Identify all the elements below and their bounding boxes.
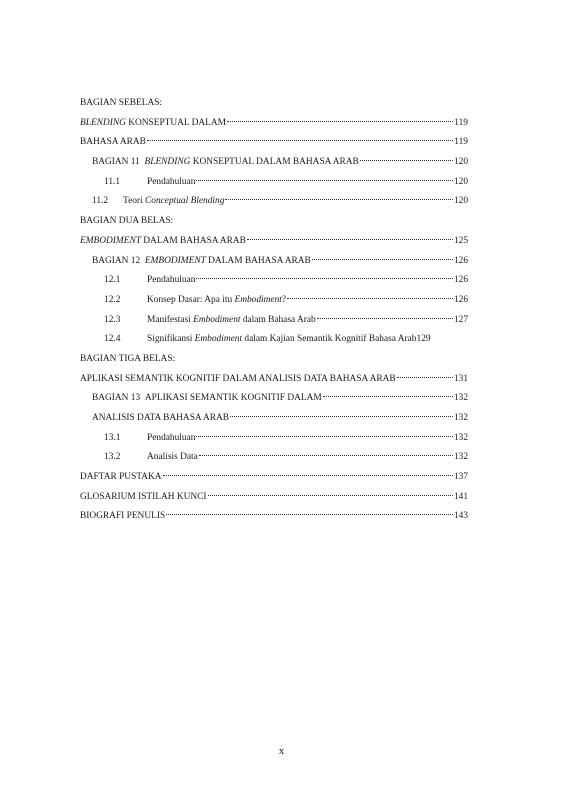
toc-entry[interactable] [80, 114, 468, 134]
toc-chapter-entry[interactable] [80, 409, 468, 429]
toc-entry-title: BAHASA ARAB [80, 137, 146, 148]
toc-entry-title: APLIKASI SEMANTIK KOGNITIF DALAM ANALISIS DATA BAHASA ARAB [80, 373, 396, 384]
toc-part-label: BAGIAN TIGA BELAS: [80, 353, 176, 364]
toc-page-number: 126 [453, 275, 468, 286]
dot-leader [227, 121, 453, 122]
toc-chapter-entry[interactable] [80, 252, 468, 272]
dot-leader [163, 475, 453, 476]
toc-section-number: 12.1 [104, 275, 121, 286]
toc-entry-title: BAGIAN 11 BLENDING KONSEPTUAL DALAM BAHASA ARAB [92, 157, 359, 168]
dot-leader [208, 495, 453, 496]
toc-part-heading [80, 212, 468, 232]
toc-section-number: 12.2 [104, 294, 121, 305]
toc-entry[interactable] [80, 507, 468, 527]
toc-entry-title: DAFTAR PUSTAKA [80, 472, 162, 483]
dot-leader [196, 180, 453, 181]
toc-section-entry[interactable] [80, 291, 468, 311]
toc-page-number: 120 [453, 157, 468, 168]
dot-leader [196, 278, 453, 279]
toc-entry-title: ANALISIS DATA BAHASA ARAB [92, 413, 230, 423]
toc-entry-title: Teori Conceptual Blending [123, 196, 225, 207]
toc-section-number: 12.3 [104, 314, 121, 325]
dot-leader [312, 259, 453, 260]
dot-leader [397, 377, 453, 378]
toc-entry[interactable] [80, 488, 468, 508]
toc-page-number: 143 [453, 511, 468, 522]
dot-leader [199, 455, 453, 456]
toc-page-number: 125 [453, 235, 468, 246]
toc-page-number: 132 [453, 432, 468, 443]
toc-chapter-entry[interactable] [80, 153, 468, 173]
toc-part-heading [80, 94, 468, 114]
toc-entry-title: Pendahuluan [147, 432, 196, 443]
toc-page-number: 132 [453, 452, 468, 463]
toc-page-number: 137 [453, 472, 468, 483]
toc-entry-title: BAGIAN 12 EMBODIMENT DALAM BAHASA ARAB [92, 255, 311, 266]
toc-page-number: 119 [454, 137, 468, 148]
toc-entry-title: GLOSARIUM ISTILAH KUNCI [80, 491, 207, 502]
toc-part-label: BAGIAN DUA BELAS: [80, 216, 174, 227]
toc-section-entry[interactable] [80, 429, 468, 449]
toc-entry[interactable] [80, 468, 468, 488]
toc-entry-title: Pendahuluan [147, 176, 196, 187]
toc-section-entry[interactable] [80, 173, 468, 193]
toc-page-number: 127 [453, 314, 468, 325]
dot-leader [166, 514, 453, 515]
toc-section-number: 11.2 [92, 196, 109, 207]
toc-page-number: 129 [416, 334, 431, 345]
dot-leader [317, 318, 453, 319]
toc-chapter-entry[interactable] [80, 389, 468, 409]
toc-entry-title: BAGIAN 13 APLIKASI SEMANTIK KOGNITIF DALAM [92, 393, 322, 404]
toc-entry-title: Pendahuluan [147, 275, 196, 286]
toc-section-entry[interactable] [80, 448, 468, 468]
toc-part-heading [80, 350, 468, 370]
dot-leader [287, 298, 453, 299]
toc-page-number: 120 [453, 176, 468, 187]
toc-page-number: 131 [453, 373, 468, 384]
dot-leader [196, 436, 453, 437]
toc-entry-title: Manifestasi Embodiment dalam Bahasa Arab [147, 314, 316, 325]
toc-section-number: 13.2 [104, 452, 121, 463]
toc-section-entry[interactable] [80, 192, 468, 212]
toc-page-number: 141 [453, 491, 468, 502]
toc-entry-title: EMBODIMENT DALAM BAHASA ARAB [80, 235, 246, 246]
toc-section-entry[interactable] [80, 330, 468, 350]
toc-page-number: 132 [453, 413, 468, 423]
toc-section-number: 12.4 [104, 334, 121, 345]
dot-leader [230, 416, 453, 417]
toc-section-entry[interactable] [80, 311, 468, 331]
toc-entry-title: Analisis Data [147, 452, 198, 463]
toc-part-label: BAGIAN SEBELAS: [80, 98, 163, 108]
toc-page-number: 126 [453, 294, 468, 305]
toc-page-number: 132 [453, 393, 468, 404]
table-of-contents [80, 94, 468, 527]
dot-leader [360, 160, 453, 161]
dot-leader [323, 396, 453, 397]
dot-leader [225, 199, 453, 200]
toc-section-number: 11.1 [104, 176, 121, 187]
toc-entry-title: BLENDING KONSEPTUAL DALAM [80, 117, 227, 128]
toc-entry[interactable] [80, 370, 468, 390]
toc-entry-title: Konsep Dasar: Apa itu Embodiment? [147, 294, 287, 305]
dot-leader [147, 140, 453, 141]
toc-entry-title: Signifikansi Embodiment dalam Kajian Semantik Kognitif Bahasa Arab [147, 334, 417, 345]
page-number: x [278, 745, 285, 757]
toc-entry[interactable] [80, 232, 468, 252]
toc-page-number: 126 [453, 255, 468, 266]
dot-leader [247, 239, 453, 240]
toc-section-entry[interactable] [80, 271, 468, 291]
toc-page-number: 120 [453, 196, 468, 207]
toc-page-number: 119 [454, 117, 468, 128]
toc-entry-title: BIOGRAFI PENULIS [80, 511, 166, 522]
toc-entry[interactable] [80, 133, 468, 153]
toc-section-number: 13.1 [104, 432, 121, 443]
